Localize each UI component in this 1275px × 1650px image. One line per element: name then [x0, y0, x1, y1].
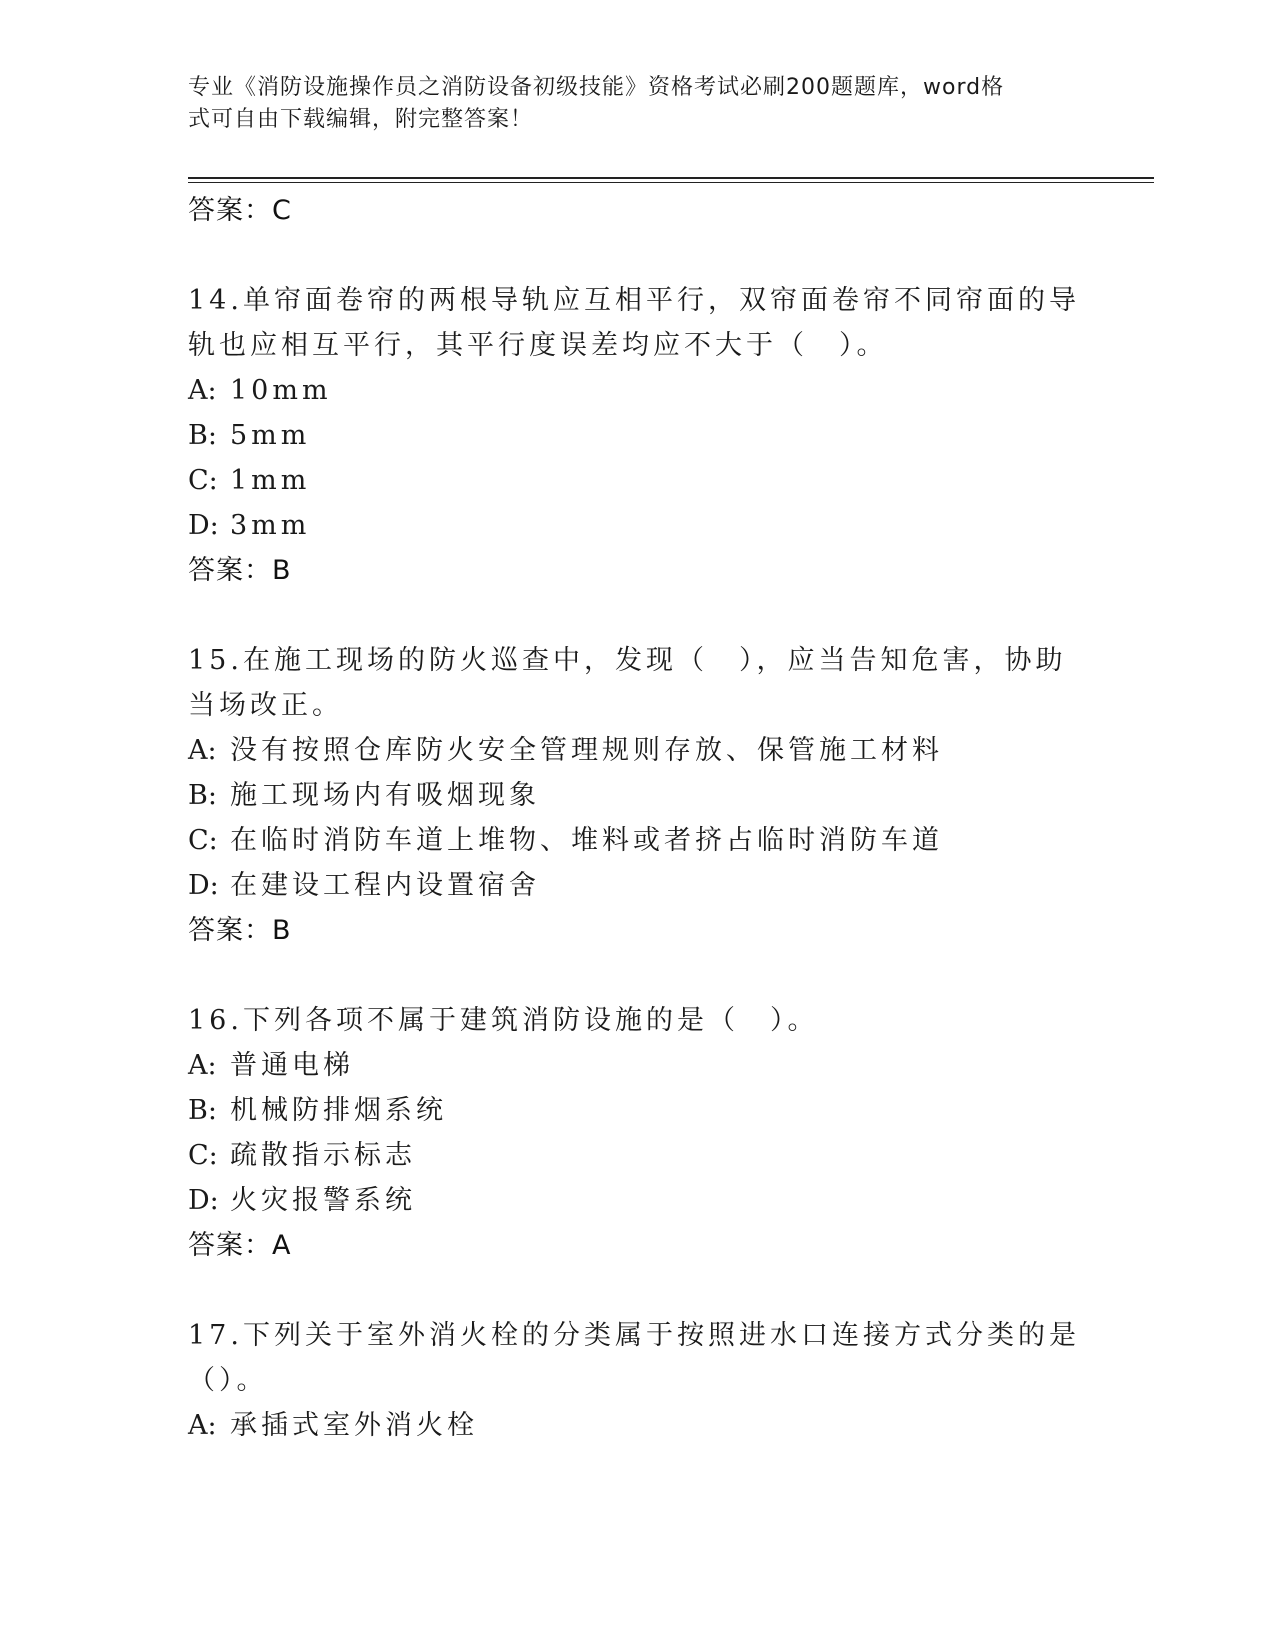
option-text: 施工现场内有吸烟现象 [230, 780, 540, 811]
option-letter: B: [188, 1095, 217, 1126]
question-block [188, 278, 1088, 593]
option-b [188, 773, 1088, 818]
option-letter: D: [188, 870, 219, 901]
option-text: 3mm [230, 510, 311, 541]
option-letter: D: [188, 510, 219, 541]
option-text: 5mm [230, 420, 311, 451]
option-letter: A: [188, 735, 217, 766]
answer-line: 答案：C [188, 195, 292, 226]
option-c [188, 458, 1088, 503]
option-letter: D: [188, 1185, 219, 1216]
header-line-2: 式可自由下载编辑，附完整答案！ [188, 107, 534, 132]
option-b [188, 1088, 1088, 1133]
answer-line: 答案：A [188, 1230, 292, 1261]
option-c [188, 1133, 1088, 1178]
option-a [188, 1403, 1088, 1448]
question-list [188, 188, 1088, 1448]
option-letter: B: [188, 420, 217, 451]
option-text: 10mm [230, 375, 332, 406]
header-divider-thin [188, 182, 1154, 183]
option-a [188, 728, 1088, 773]
option-d [188, 863, 1088, 908]
option-b [188, 413, 1088, 458]
option-a [188, 368, 1088, 413]
option-letter: C: [188, 1140, 218, 1171]
option-letter: A: [188, 375, 217, 406]
answer-line: 答案：B [188, 555, 292, 586]
question-text: 15.在施工现场的防火巡查中，发现（ ），应当告知危害，协助当场改正。 [188, 645, 1067, 721]
answer-line: 答案：B [188, 915, 292, 946]
question-text: 14.单帘面卷帘的两根导轨应互相平行，双帘面卷帘不同帘面的导轨也应相互平行，其平行度误差均应不大于（ ）。 [188, 285, 1080, 361]
option-letter: C: [188, 825, 218, 856]
question-block [188, 1313, 1088, 1448]
option-text: 承插式室外消火栓 [230, 1410, 478, 1441]
option-a [188, 1043, 1088, 1088]
option-letter: B: [188, 780, 217, 811]
option-text: 机械防排烟系统 [230, 1095, 447, 1126]
question-text: 17.下列关于室外消火栓的分类属于按照进水口连接方式分类的是（）。 [188, 1320, 1080, 1396]
option-d [188, 503, 1088, 548]
option-letter: A: [188, 1410, 217, 1441]
question-text: 16.下列各项不属于建筑消防设施的是（ ）。 [188, 1005, 819, 1036]
option-text: 在临时消防车道上堆物、堆料或者挤占临时消防车道 [230, 825, 943, 856]
header-line-1: 专业《消防设施操作员之消防设备初级技能》资格考试必刷200题题库，word格 [188, 75, 1005, 100]
option-d [188, 1178, 1088, 1223]
option-text: 在建设工程内设置宿舍 [230, 870, 540, 901]
question-block [188, 998, 1088, 1268]
document-header [188, 72, 1068, 136]
option-c [188, 818, 1088, 863]
option-text: 普通电梯 [230, 1050, 354, 1081]
option-text: 疏散指示标志 [230, 1140, 416, 1171]
option-text: 火灾报警系统 [230, 1185, 416, 1216]
option-letter: A: [188, 1050, 217, 1081]
option-letter: C: [188, 465, 218, 496]
question-block [188, 638, 1088, 953]
option-text: 没有按照仓库防火安全管理规则存放、保管施工材料 [230, 735, 943, 766]
header-divider-thick [188, 177, 1154, 179]
option-text: 1mm [230, 465, 311, 496]
